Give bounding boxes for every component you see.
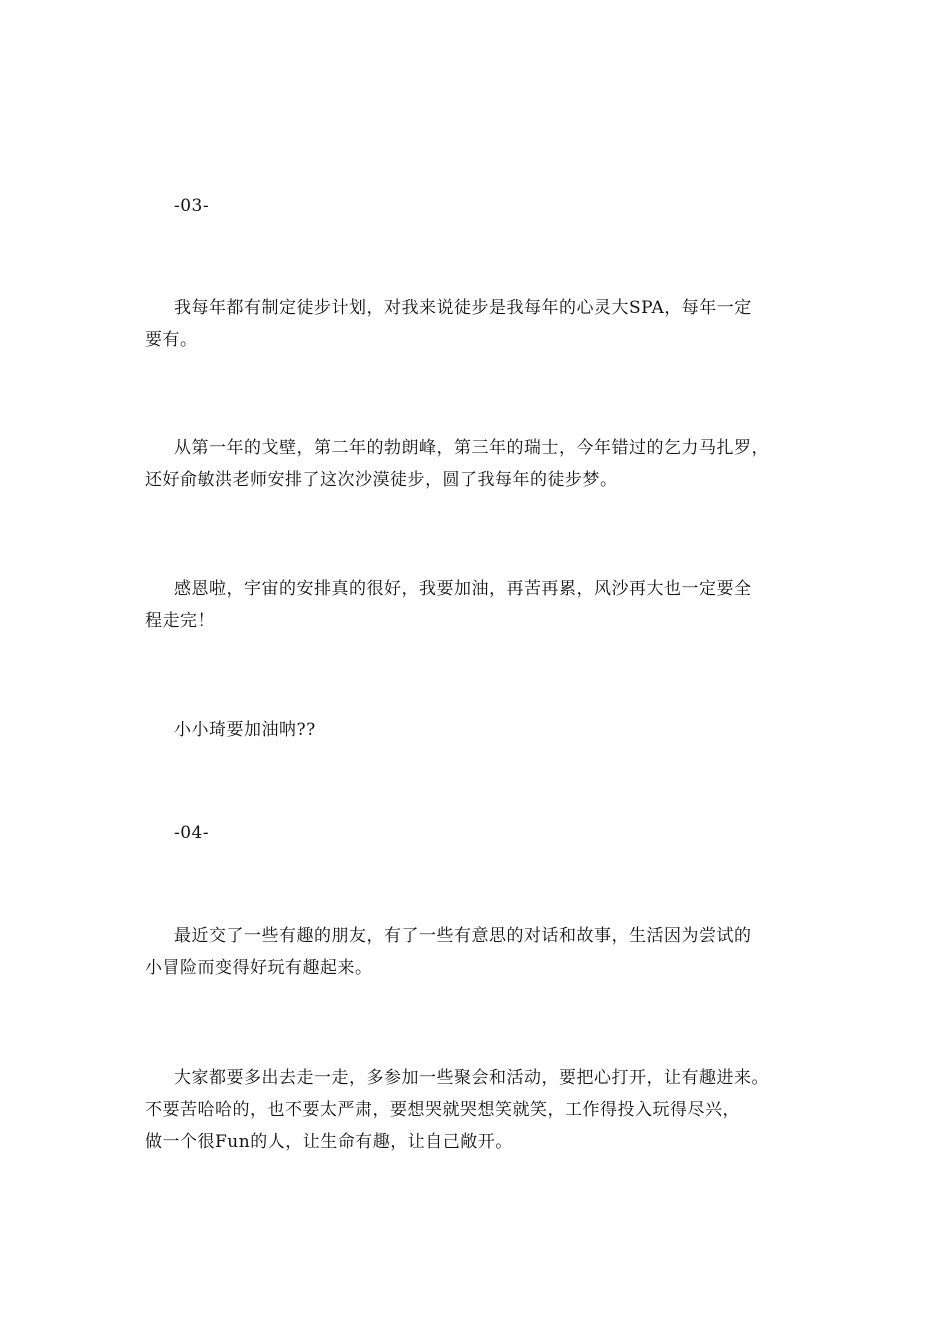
paragraph-line: 程走完！ (145, 611, 215, 631)
paragraph-line: 从第一年的戈壁，第二年的勃朗峰，第三年的瑞士，今年错过的乞力马扎罗， (174, 438, 769, 458)
paragraph-line: 我每年都有制定徒步计划，对我来说徒步是我每年的心灵大SPA，每年一定 (174, 298, 752, 318)
paragraph-line: 小小琦要加油呐?? (174, 720, 316, 740)
paragraph (145, 1062, 825, 1158)
paragraph (145, 573, 825, 637)
section-heading-04 (145, 817, 825, 849)
paragraph-line: 小冒险而变得好玩有趣起来。 (145, 958, 373, 978)
paragraph-line: 大家都要多出去走一走，多参加一些聚会和活动，要把心打开，让有趣进来。 (174, 1068, 769, 1088)
paragraph-line: 做一个很Fun的人，让生命有趣，让自己敞开。 (145, 1132, 513, 1152)
paragraph (145, 432, 825, 496)
paragraph (145, 920, 825, 984)
paragraph-line: 要有。 (145, 330, 198, 350)
paragraph-line: 感恩啦，宇宙的安排真的很好，我要加油，再苦再累，风沙再大也一定要全 (174, 579, 752, 599)
section-heading-03 (145, 190, 825, 222)
paragraph (145, 714, 825, 746)
paragraph-line: 不要苦哈哈的，也不要太严肃，要想哭就哭想笑就笑，工作得投入玩得尽兴， (145, 1100, 740, 1120)
paragraph (145, 292, 825, 356)
paragraph-line: 还好俞敏洪老师安排了这次沙漠徒步，圆了我每年的徒步梦。 (145, 470, 618, 490)
heading-text: -03- (174, 196, 210, 216)
paragraph-line: 最近交了一些有趣的朋友，有了一些有意思的对话和故事，生活因为尝试的 (174, 926, 752, 946)
heading-text: -04- (174, 823, 210, 843)
